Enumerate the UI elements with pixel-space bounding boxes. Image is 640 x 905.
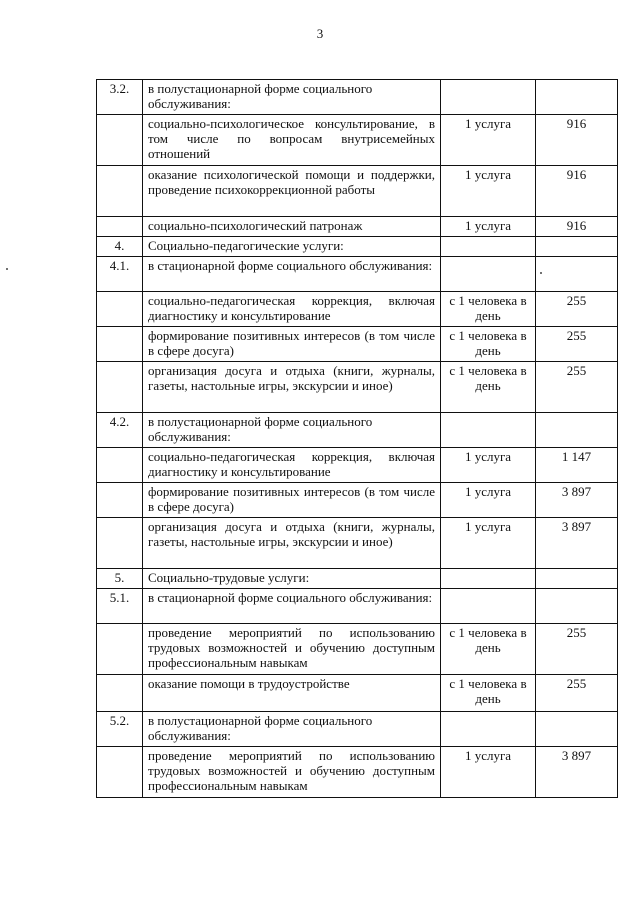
service-name-cell: формирование позитивных интересов (в том числе в сфере досуга)	[143, 483, 441, 518]
service-row	[97, 448, 618, 483]
price-cell	[536, 413, 618, 448]
price-cell: 255	[536, 624, 618, 675]
service-name-cell: социально-психологическое консультирование, в том числе по вопросам внутрисемейных отношений	[143, 115, 441, 166]
section-title-cell: Социально-педагогические услуги:	[143, 237, 441, 257]
price-cell: 3 897	[536, 518, 618, 569]
service-row	[97, 115, 618, 166]
unit-cell	[441, 257, 536, 292]
unit-cell	[441, 413, 536, 448]
row-number-cell	[97, 483, 143, 518]
scan-speck	[6, 268, 8, 270]
row-number-cell: 4.2.	[97, 413, 143, 448]
row-number-cell	[97, 675, 143, 712]
row-number-cell: 5.2.	[97, 712, 143, 747]
price-cell: 916	[536, 166, 618, 217]
row-number-cell: 5.	[97, 569, 143, 589]
service-row	[97, 747, 618, 798]
unit-cell: с 1 человека в день	[441, 292, 536, 327]
unit-cell: с 1 человека в день	[441, 362, 536, 413]
price-cell	[536, 237, 618, 257]
service-row	[97, 518, 618, 569]
service-name-cell: проведение мероприятий по использованию трудовых возможностей и обучению доступным профессиональным навыкам	[143, 624, 441, 675]
section-title-cell: в стационарной форме социального обслуживания:	[143, 589, 441, 624]
section-row	[97, 257, 618, 292]
row-number-cell	[97, 217, 143, 237]
unit-cell	[441, 589, 536, 624]
row-number-cell	[97, 327, 143, 362]
service-row	[97, 675, 618, 712]
unit-cell: с 1 человека в день	[441, 675, 536, 712]
section-title-cell: в полустационарной форме социального обслуживания:	[143, 712, 441, 747]
row-number-cell: 5.1.	[97, 589, 143, 624]
price-cell: 255	[536, 362, 618, 413]
price-cell: 255	[536, 675, 618, 712]
service-name-cell: проведение мероприятий по использованию трудовых возможностей и обучению доступным профессиональным навыкам	[143, 747, 441, 798]
services-price-table	[96, 79, 618, 798]
service-name-cell: оказание помощи в трудоустройстве	[143, 675, 441, 712]
row-number-cell	[97, 292, 143, 327]
unit-cell: 1 услуга	[441, 217, 536, 237]
price-cell	[536, 712, 618, 747]
service-row	[97, 292, 618, 327]
row-number-cell	[97, 624, 143, 675]
unit-cell	[441, 712, 536, 747]
unit-cell: 1 услуга	[441, 483, 536, 518]
section-row	[97, 712, 618, 747]
row-number-cell	[97, 518, 143, 569]
unit-cell: 1 услуга	[441, 115, 536, 166]
service-row	[97, 483, 618, 518]
section-row	[97, 413, 618, 448]
section-title-cell: в стационарной форме социального обслуживания:	[143, 257, 441, 292]
service-name-cell: формирование позитивных интересов (в том числе в сфере досуга)	[143, 327, 441, 362]
service-row	[97, 327, 618, 362]
section-title-cell: Социально-трудовые услуги:	[143, 569, 441, 589]
service-name-cell: социально-педагогическая коррекция, включая диагностику и консультирование	[143, 292, 441, 327]
service-row	[97, 217, 618, 237]
unit-cell	[441, 237, 536, 257]
service-name-cell: организация досуга и отдыха (книги, журналы, газеты, настольные игры, экскурсии и иное)	[143, 518, 441, 569]
row-number-cell	[97, 115, 143, 166]
service-row	[97, 362, 618, 413]
section-row	[97, 80, 618, 115]
row-number-cell: 4.	[97, 237, 143, 257]
unit-cell	[441, 569, 536, 589]
service-name-cell: организация досуга и отдыха (книги, журналы, газеты, настольные игры, экскурсии и иное)	[143, 362, 441, 413]
section-row	[97, 569, 618, 589]
service-name-cell: оказание психологической помощи и поддержки, проведение психокоррекционной работы	[143, 166, 441, 217]
price-cell	[536, 257, 618, 292]
service-row	[97, 166, 618, 217]
row-number-cell: 3.2.	[97, 80, 143, 115]
row-number-cell: 4.1.	[97, 257, 143, 292]
row-number-cell	[97, 362, 143, 413]
price-cell	[536, 569, 618, 589]
price-cell: 255	[536, 292, 618, 327]
price-cell: 3 897	[536, 483, 618, 518]
price-cell: 916	[536, 115, 618, 166]
unit-cell: с 1 человека в день	[441, 327, 536, 362]
service-name-cell: социально-психологический патронаж	[143, 217, 441, 237]
price-cell	[536, 80, 618, 115]
service-name-cell: социально-педагогическая коррекция, включая диагностику и консультирование	[143, 448, 441, 483]
page-number: 3	[316, 26, 324, 41]
section-row	[97, 589, 618, 624]
price-cell: 3 897	[536, 747, 618, 798]
section-title-cell: в полустационарной форме социального обслуживания:	[143, 413, 441, 448]
unit-cell: 1 услуга	[441, 518, 536, 569]
price-cell: 1 147	[536, 448, 618, 483]
section-title-cell: в полустационарной форме социального обслуживания:	[143, 80, 441, 115]
price-cell: 255	[536, 327, 618, 362]
unit-cell: 1 услуга	[441, 747, 536, 798]
unit-cell	[441, 80, 536, 115]
unit-cell: с 1 человека в день	[441, 624, 536, 675]
price-cell	[536, 589, 618, 624]
unit-cell: 1 услуга	[441, 166, 536, 217]
table-body	[97, 80, 618, 798]
row-number-cell	[97, 747, 143, 798]
price-cell: 916	[536, 217, 618, 237]
unit-cell: 1 услуга	[441, 448, 536, 483]
row-number-cell	[97, 166, 143, 217]
section-row	[97, 237, 618, 257]
row-number-cell	[97, 448, 143, 483]
service-row	[97, 624, 618, 675]
